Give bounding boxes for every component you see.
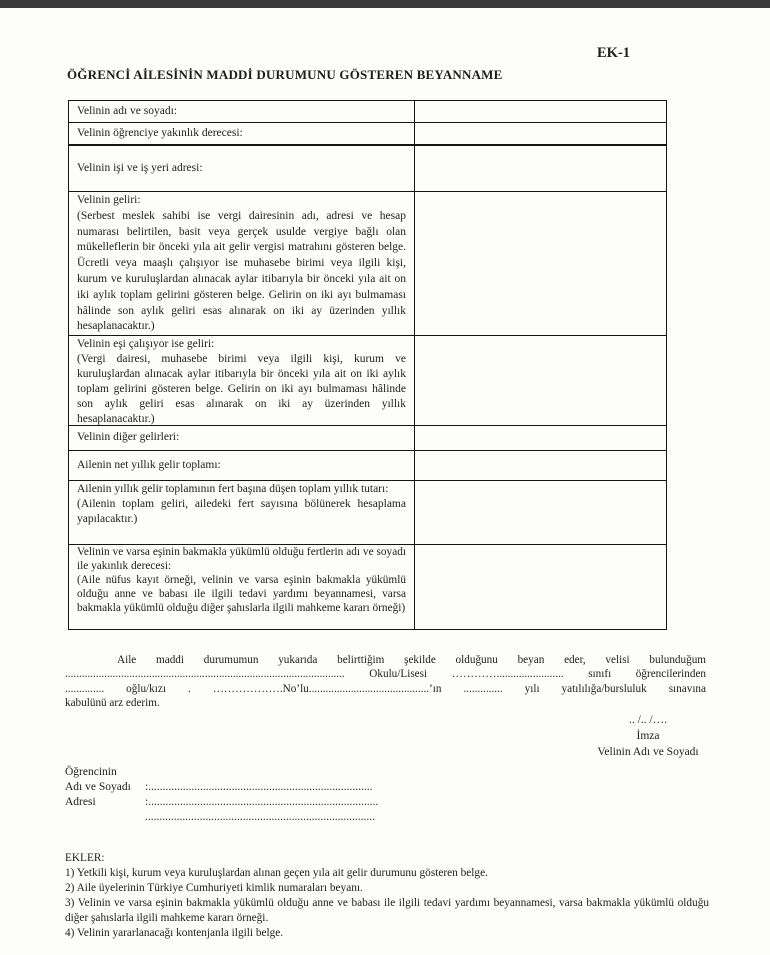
row-label: Velinin diğer gelirleri:: [77, 431, 180, 444]
form-title: ÖĞRENCİ AİLESİNİN MADDİ DURUMUNU GÖSTEREN BEYANNAME: [67, 67, 503, 82]
attachment-item: 4) Velinin yararlanacağı kontenjanla ilgili belge.: [65, 927, 284, 939]
attachments-heading: EKLER:: [65, 852, 105, 864]
annex-label: EK-1: [597, 45, 631, 61]
row-value-cell: [414, 426, 666, 450]
row-label: Velinin adı ve soyadı:: [77, 104, 177, 117]
row-label: Velinin eşi çalışıyor ise geliri:: [77, 338, 215, 350]
signature-label: İmza: [636, 730, 660, 742]
declaration-line-student: .............. oğlu/kızı . ……………….No’lu...........................................’ın .............. yılı yatılılığa/bursluluk sınavına: [65, 682, 706, 695]
row-value-cell: [414, 146, 666, 191]
row-label: Velinin öğrenciye yakınlık derecesi:: [77, 126, 243, 139]
attachments-block: [65, 851, 709, 941]
field-value-line: :................................................................................: [145, 796, 379, 808]
row-note: (Aile nüfus kayıt örneği, velinin ve varsa eşinin bakmakla yükümlü olduğu anne ve babası ile ilgili tedavi yardımı beyannamesi, varsa bakmakla yükümlü olduğu diğer şahıslarla ilgili mahkeme kararı örneği): [77, 573, 406, 614]
row-label: Ailenin net yıllık gelir toplamı:: [77, 458, 221, 471]
signature-block: [570, 712, 726, 760]
attachment-item: 2) Aile üyelerinin Türkiye Cumhuriyeti kimlik numaraları beyanı.: [65, 882, 363, 894]
declaration-line: Aile maddi durumumun yukarıda belirttiğim şekilde olduğunu beyan eder, velisi bulunduğum: [117, 654, 706, 666]
financial-status-table: [68, 100, 667, 630]
table-row-dependents: [69, 545, 666, 629]
guardian-name-label: Velinin Adı ve Soyadı: [597, 746, 699, 758]
row-value-cell: [414, 451, 666, 480]
student-address-row: [65, 795, 378, 810]
row-label: Velinin işi ve iş yeri adresi:: [77, 161, 203, 174]
table-row-per-capita-income: [69, 481, 666, 545]
declaration-line-school: .................................................................................................... Okulu/Lisesi …………........................ sınıfı öğrencilerinden: [65, 668, 706, 681]
row-label: Ailenin yıllık gelir toplamının fert başına düşen toplam yıllık tutarı:: [77, 483, 389, 495]
row-note: (Ailenin toplam geliri, ailedeki fert sayısına bölünerek hesaplama yapılacaktır.): [77, 498, 406, 526]
attachment-item: 3) Velinin ve varsa eşinin bakmakla yükümlü olduğu anne ve babası ile ilgili tedavi yardımı beyannamesi, varsa bakmakla yükümlü olduğu diğer şahıslarla ilgili mahkeme kararı örneği.: [65, 897, 709, 924]
row-value-cell: [414, 101, 666, 122]
student-name-row: [65, 780, 378, 795]
row-value-cell: [414, 545, 666, 629]
row-note: (Vergi dairesi, muhasebe birimi veya ilgili kişi, kurum ve kuruluşlardan alınacak aylar itibarıyla bir önceki yıla ait on iki aylık toplam gelirini gösteren belge. Gelirin on iki ayı bulmaması hâlinde son aylık geliri esas alınarak on iki ay üzerinden yıllık hesaplanacaktır.): [77, 353, 406, 425]
field-label: Adı ve Soyadı: [65, 781, 131, 793]
table-row-guardian-income: [69, 192, 666, 336]
field-label: [65, 810, 145, 825]
student-info-block: [65, 765, 378, 825]
row-value-cell: [414, 192, 666, 335]
student-address-row-2: [65, 810, 378, 825]
table-row-relationship: [69, 123, 666, 146]
table-row-net-annual-income: [69, 451, 666, 481]
row-label: Velinin ve varsa eşinin bakmakla yükümlü olduğu fertlerin adı ve soyadı ile yakınlık derecesi:: [77, 546, 406, 572]
table-row-spouse-income: [69, 336, 666, 426]
student-heading: Öğrencinin: [65, 766, 117, 778]
row-label: Velinin geliri:: [77, 194, 141, 206]
date-placeholder: .. /.. /….: [628, 714, 667, 726]
table-row-other-income: [69, 426, 666, 451]
scan-edge-band: [0, 0, 770, 8]
table-row-guardian-name: [69, 101, 666, 123]
declaration-paragraph: [65, 653, 706, 711]
row-note: (Serbest meslek sahibi ise vergi dairesinin adı, adresi ve hesap numarası belirtilen, basit veya gerçek usulde vergiye bağlı olan mükelleflerin bir önceki yıla ait gelir vergisi matrahını gösteren belge. Ücretli veya maaşlı çalışıyor ise muhasebe birimi veya ilgili kişi, kurum ve kuruluşlardan alınacak aylar itibarıyla bir önceki yıla ait on iki aylık toplam gelirini gösteren belge. Gelirin on iki ayı bulmaması hâlinde son aylık geliri esas alınarak on iki ay üzerinden yıllık hesaplanacaktır.): [77, 209, 406, 333]
field-label: Adresi: [65, 796, 96, 808]
row-value-cell: [414, 123, 666, 144]
field-value-line: ................................................................................: [145, 811, 375, 823]
row-value-cell: [414, 336, 666, 425]
table-row-job-address: [69, 146, 666, 192]
attachment-item: 1) Yetkili kişi, kurum veya kuruluşlardan alınan geçen yıla ait gelir durumunu gösteren belge.: [65, 867, 488, 879]
row-value-cell: [414, 481, 666, 544]
field-value-line: :..............................................................................: [145, 781, 373, 793]
declaration-line-closing: kabulünü arz ederim.: [65, 697, 160, 710]
